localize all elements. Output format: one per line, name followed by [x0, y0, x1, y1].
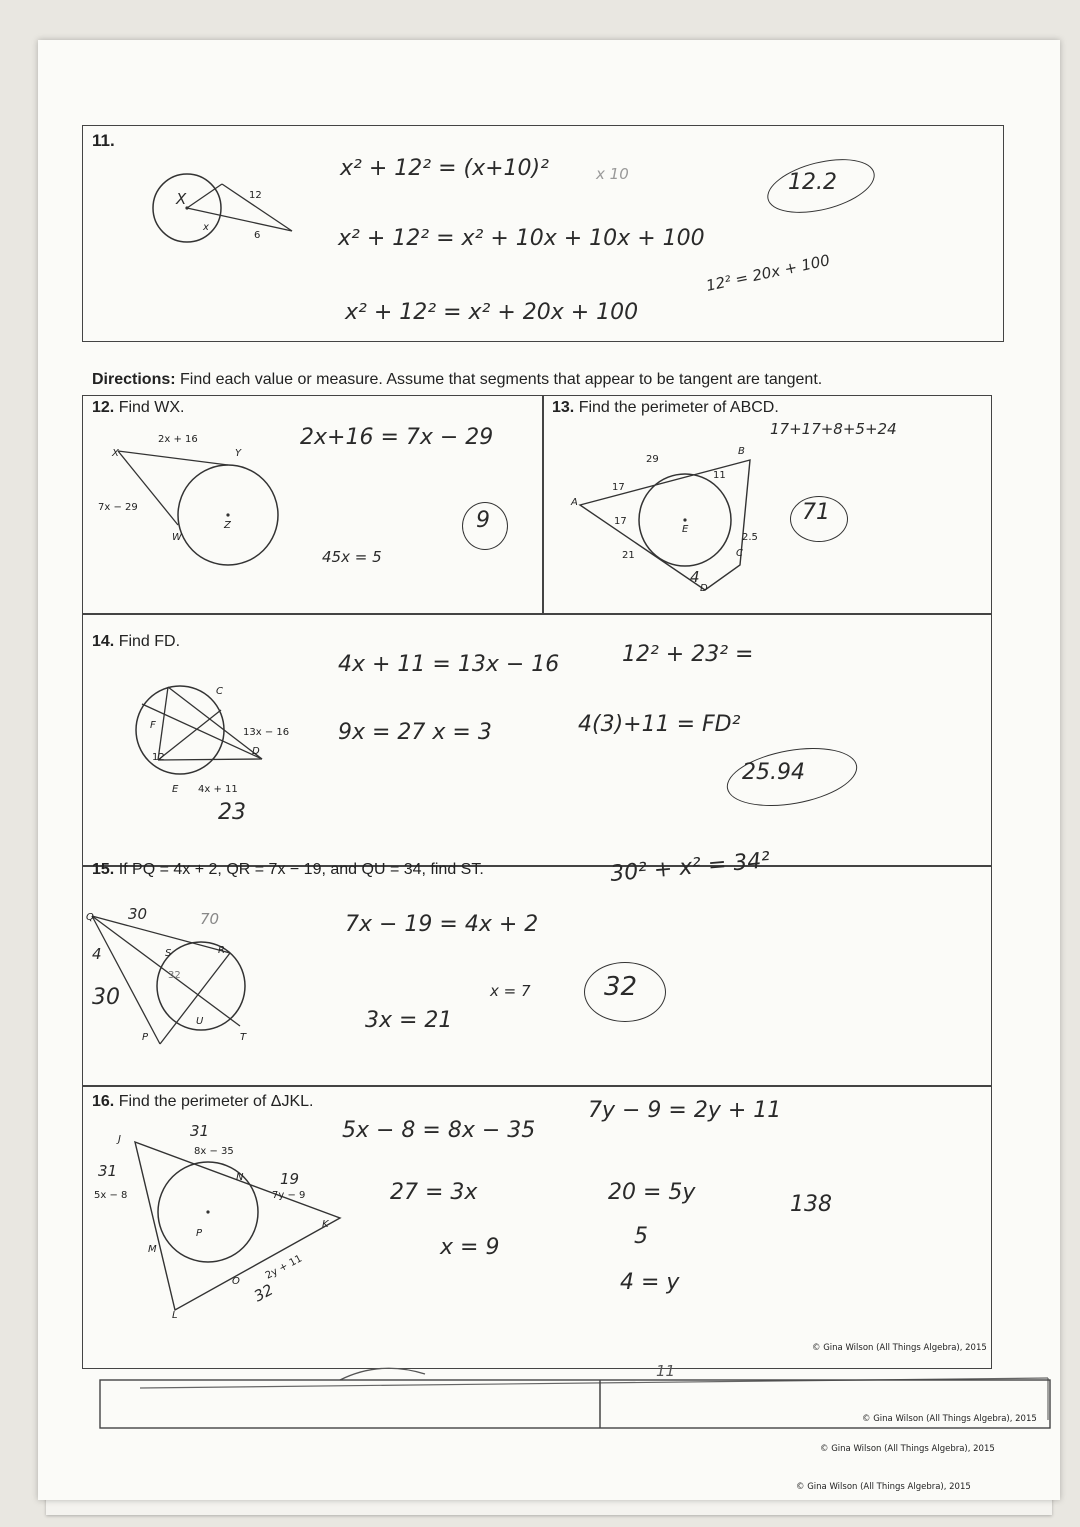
fig13-label-11: 11: [713, 470, 726, 481]
hw13-line1: 17+17+8+5+24: [770, 420, 897, 438]
fig16-label-top: 8x − 35: [194, 1146, 234, 1157]
fig13-label-17b: 17: [614, 516, 627, 527]
hw16-stray: 11: [656, 1362, 676, 1380]
problem-13-number: 13.: [552, 399, 575, 416]
copyright-3: © Gina Wilson (All Things Algebra), 2015: [820, 1444, 995, 1454]
fig11-label-x: x: [203, 222, 209, 233]
problem-16-text: Find the perimeter of ΔJKL.: [118, 1093, 314, 1110]
problem-16-number: 16.: [92, 1093, 115, 1110]
hw14-answer: 25.94: [742, 760, 805, 785]
fig14-label-4x: 4x + 11: [198, 784, 238, 795]
fig13-label-17a: 17: [612, 482, 625, 493]
copyright-1: © Gina Wilson (All Things Algebra), 2015: [812, 1343, 987, 1353]
problem-12-prompt: [92, 399, 185, 417]
hw11-line2: x² + 12² = x² + 10x + 10x + 100: [338, 226, 705, 251]
fig13-label-e: E: [682, 524, 689, 535]
fig13-label-21: 21: [622, 550, 635, 561]
fig16-label-k: K: [322, 1219, 329, 1230]
problem-15-number: 15.: [92, 861, 115, 878]
figure-12: [110, 445, 330, 565]
figure-13: [570, 445, 770, 585]
hw15-line1: 7x − 19 = 4x + 2: [345, 912, 539, 937]
hw16-line6: 5: [634, 1224, 648, 1249]
problem-12-number: 12.: [92, 399, 115, 416]
hw11-note: x 10: [596, 165, 629, 183]
problem-12-text: Find WX.: [118, 399, 185, 416]
fig14-label-12: 12: [152, 752, 165, 763]
hw14-line2: 9x = 27 x = 3: [338, 720, 492, 745]
fig16-label-right: 7y − 9: [272, 1190, 306, 1201]
fig11-label-12: 12: [249, 190, 262, 201]
directions: [92, 371, 822, 389]
hw16-line2: 27 = 3x: [390, 1180, 478, 1205]
hw16-line5: 20 = 5y: [608, 1180, 696, 1205]
hw16-answer: 138: [790, 1192, 832, 1217]
hw16-fig3: 19: [280, 1170, 300, 1188]
hw15-line4: 30² + x² = 34²: [609, 848, 772, 887]
hw11-line1: x² + 12² = (x+10)²: [340, 156, 549, 181]
hw15-answer: 32: [604, 972, 638, 1002]
fig13-label-c: C: [736, 548, 743, 559]
hw15-fig2: 70: [200, 910, 220, 928]
problem-14-text: Find FD.: [118, 633, 181, 650]
hw15-fig3: 4: [92, 945, 102, 963]
fig16-label-o: O: [232, 1276, 240, 1287]
hw16-line7: 4 = y: [620, 1270, 680, 1295]
fig13-label-b: B: [738, 446, 745, 457]
hw12-answer: 9: [476, 508, 490, 533]
directions-label: Directions:: [92, 371, 176, 388]
fig15-label-p: P: [142, 1032, 149, 1043]
hw16-fig1: 31: [190, 1122, 210, 1140]
hw11-fig-mark: X: [176, 190, 187, 208]
fig15-label-t: T: [240, 1032, 247, 1043]
fig15-label-s: S: [165, 948, 172, 959]
problem-13-text: Find the perimeter of ABCD.: [578, 399, 779, 416]
hw16-line3: x = 9: [440, 1235, 500, 1260]
directions-text: Find each value or measure. Assume that segments that appear to be tangent are tangent.: [180, 371, 823, 388]
fig16-label-left: 5x − 8: [94, 1190, 128, 1201]
hw16-line1: 5x − 8 = 8x − 35: [342, 1118, 536, 1143]
fig16-label-bottom: 2y + 11: [263, 1253, 305, 1282]
hw14-line3: 12² + 23² =: [622, 642, 754, 667]
fig12-label-z: Z: [224, 520, 231, 531]
fig15-label-u: U: [196, 1016, 204, 1027]
fig14-label-c: C: [216, 686, 223, 697]
problem-14-number: 14.: [92, 633, 115, 650]
figure-11: [150, 168, 310, 268]
fig12-label-left: 7x − 29: [98, 502, 138, 513]
fig12-label-w: W: [172, 532, 182, 543]
hw15-fig4: 30: [92, 985, 120, 1010]
hw14-fig: 23: [218, 800, 246, 825]
hw11-line4: 12² = 20x + 100: [704, 251, 832, 295]
fig13-label-d: D: [700, 583, 708, 594]
hw16-line4: 7y − 9 = 2y + 11: [588, 1098, 782, 1123]
fig12-label-top: 2x + 16: [158, 434, 198, 445]
fig12-label-x: X: [112, 448, 119, 459]
copyright-4: © Gina Wilson (All Things Algebra), 2015: [796, 1482, 971, 1492]
figure-15: [90, 910, 280, 1050]
fig16-label-m: M: [148, 1244, 157, 1255]
fig13-label-a: A: [571, 497, 578, 508]
fig14-label-e: E: [172, 784, 179, 795]
fig14-label-f: F: [150, 720, 156, 731]
fig16-label-j: J: [118, 1134, 121, 1145]
fig13-label-29: 29: [646, 454, 659, 465]
hw15-fig5: 32: [168, 970, 181, 981]
hw13-answer: 71: [802, 500, 830, 525]
fig12-label-y: Y: [235, 448, 242, 459]
hw11-line3: x² + 12² = x² + 20x + 100: [345, 300, 639, 325]
fig13-label-2-5: 2.5: [742, 532, 758, 543]
hw14-line1: 4x + 11 = 13x − 16: [338, 652, 560, 677]
copyright-2: © Gina Wilson (All Things Algebra), 2015: [862, 1414, 1037, 1424]
hw15-fig1: 30: [128, 905, 148, 923]
hw12-line2: 45x = 5: [322, 548, 382, 566]
fig15-label-q: Q: [86, 912, 94, 923]
fig16-label-l: L: [172, 1310, 178, 1321]
hw16-fig2: 31: [98, 1162, 118, 1180]
hw16-fig4: 32: [250, 1280, 277, 1306]
fig16-label-p: P: [196, 1228, 203, 1239]
problem-14-prompt: [92, 633, 180, 651]
hw12-line1: 2x+16 = 7x − 29: [300, 425, 494, 450]
problem-11-number: 11.: [92, 131, 115, 150]
hw15-line2: 3x = 21: [365, 1008, 453, 1033]
problem-15-text: If PQ = 4x + 2, QR = 7x − 19, and QU = 34, find ST.: [118, 861, 484, 878]
problem-13-prompt: [552, 399, 779, 417]
fig16-label-n: N: [236, 1172, 244, 1183]
fig11-label-6: 6: [254, 230, 261, 241]
problem-16-prompt: [92, 1093, 313, 1111]
figure-16: [110, 1140, 370, 1320]
hw13-mark: 4: [690, 568, 700, 586]
fig14-label-d: D: [252, 746, 260, 757]
fig15-label-r: R: [218, 945, 225, 956]
fig14-label-13x: 13x − 16: [243, 727, 290, 738]
problem-15-prompt: [92, 861, 484, 879]
hw14-line4: 4(3)+11 = FD²: [578, 712, 741, 737]
hw15-line3: x = 7: [490, 982, 531, 1000]
figure-14: [125, 680, 305, 800]
hw11-answer: 12.2: [788, 170, 837, 195]
